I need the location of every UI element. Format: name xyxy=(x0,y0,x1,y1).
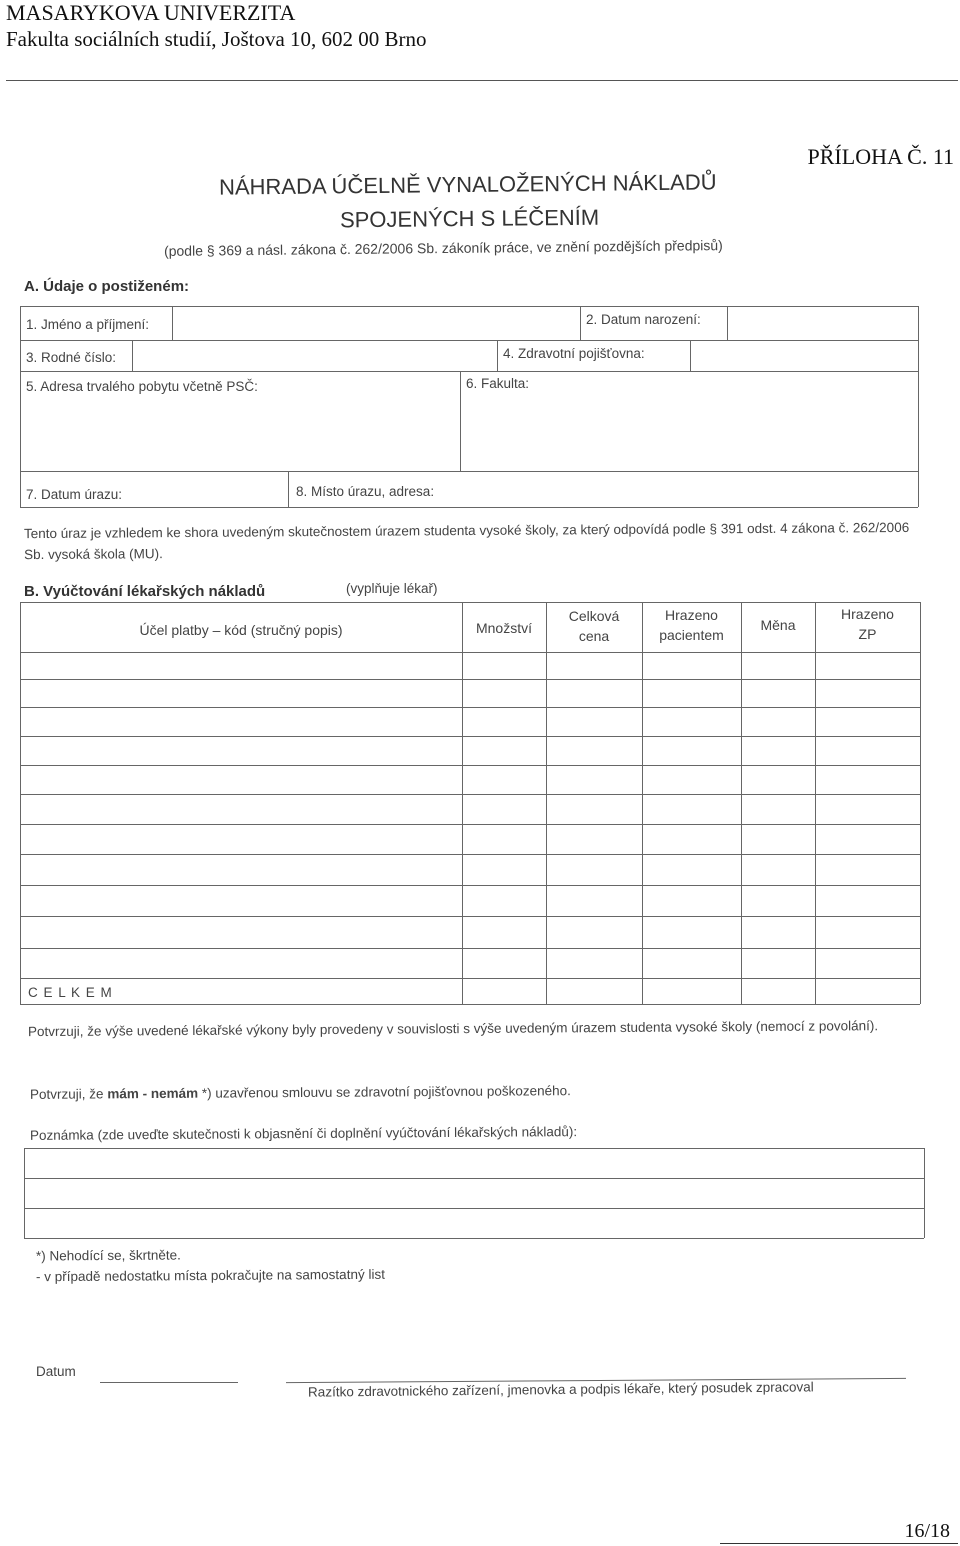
col-total-header xyxy=(546,606,642,646)
university-name: MASARYKOVA UNIVERZITA xyxy=(6,0,296,25)
form-title-line1: NÁHRADA ÚČELNĚ VYNALOŽENÝCH NÁKLADŮ xyxy=(218,169,717,200)
header-divider xyxy=(6,80,958,81)
cost-table-body[interactable] xyxy=(22,654,918,976)
footnote-strike: *) Nehodící se, škrtněte. xyxy=(35,1247,181,1264)
footer-rule xyxy=(720,1543,958,1544)
col-quantity-header: Množství xyxy=(475,620,532,636)
address-field-label: 5. Adresa trvalého pobytu včetně PSČ: xyxy=(26,379,258,394)
faculty-address: Fakulta sociálních studií, Joštova 10, 602 00 Brno xyxy=(6,27,427,51)
section-b-note: (vyplňuje lékař) xyxy=(346,581,438,596)
date-label: Datum xyxy=(36,1364,76,1379)
total-row-label: C E L K E M xyxy=(28,985,113,1000)
insurer-field-label: 4. Zdravotní pojišťovna: xyxy=(503,346,645,361)
confirmation-2 xyxy=(30,1083,571,1102)
name-field[interactable] xyxy=(174,308,578,338)
injury-place-field-label: 8. Místo úrazu, adresa: xyxy=(296,484,435,499)
faculty-field[interactable] xyxy=(462,395,916,469)
stamp-label: Razítko zdravotnického zařízení, jmenovka a podpis lékaře, který posudek zpracoval xyxy=(307,1379,814,1400)
faculty-field-label: 6. Fakulta: xyxy=(466,376,530,391)
col-currency-header: Měna xyxy=(760,617,796,633)
col-zp-header-line2: ZP xyxy=(858,626,877,642)
col-zp-header-line1: Hrazeno xyxy=(841,606,894,622)
confirmation-2-pre: Potvrzuji, že xyxy=(29,1086,108,1102)
note-label: Poznámka (zde uveďte skutečnosti k objasnění či doplnění vyúčtování lékařských nákladů): xyxy=(29,1124,578,1143)
col-total-header-line1: Celková xyxy=(568,608,620,624)
page-number: 16/18 xyxy=(904,1520,950,1542)
section-b-heading: B. Vyúčtování lékařských nákladů xyxy=(24,583,266,600)
col-purpose-header: Účel platby – kód (stručný popis) xyxy=(139,622,343,638)
confirmation-1: Potvrzuji, že výše uvedené lékařské výkony byly provedeny v souvislosti s výše uvedeným úrazem studenta vysoké školy (nemocí z povolání). xyxy=(27,1018,879,1040)
birth-number-field-label: 3. Rodné číslo: xyxy=(26,350,117,365)
form-title-line2: SPOJENÝCH S LÉČENÍM xyxy=(339,204,600,233)
col-zp-header xyxy=(815,604,920,644)
footnote-continue: - v případě nedostatku místa pokračujte na samostatný list xyxy=(35,1266,385,1285)
injury-date-field-label: 7. Datum úrazu: xyxy=(26,487,123,502)
confirmation-2-post: *) uzavřenou smlouvu se zdravotní pojišťovnou poškozeného. xyxy=(198,1083,571,1101)
col-patient-header xyxy=(642,605,741,645)
injury-date-field[interactable] xyxy=(130,473,286,505)
col-patient-header-line1: Hrazeno xyxy=(665,607,718,623)
col-total-header-line2: cena xyxy=(578,628,610,644)
insurer-field[interactable] xyxy=(692,342,916,369)
address-field[interactable] xyxy=(22,398,458,469)
insurance-contract-choice: mám - nemám xyxy=(107,1085,199,1102)
liability-statement: Tento úraz je vzhledem ke shora uvedeným skutečnostem úrazem studenta vysoké školy, za který odpovídá podle § 391 odst. 4 zákona č. 262/2006 Sb. vysoká škola (MU). xyxy=(23,519,910,563)
form-subtitle: (podle § 369 a násl. zákona č. 262/2006 Sb. zákoník práce, ve znění pozdějších předpisů) xyxy=(163,237,723,259)
note-field[interactable] xyxy=(26,1150,922,1236)
injury-place-field[interactable] xyxy=(460,473,916,505)
attachment-label: PŘÍLOHA Č. 11 xyxy=(807,144,954,169)
section-a-heading: A. Údaje o postiženém: xyxy=(24,278,190,295)
birth-number-field[interactable] xyxy=(134,342,495,369)
birth-date-field-label: 2. Datum narození: xyxy=(586,312,701,327)
birth-date-field[interactable] xyxy=(729,308,916,338)
col-patient-header-line2: pacientem xyxy=(659,627,724,643)
date-line[interactable] xyxy=(100,1382,238,1383)
name-field-label: 1. Jméno a příjmení: xyxy=(26,317,150,332)
